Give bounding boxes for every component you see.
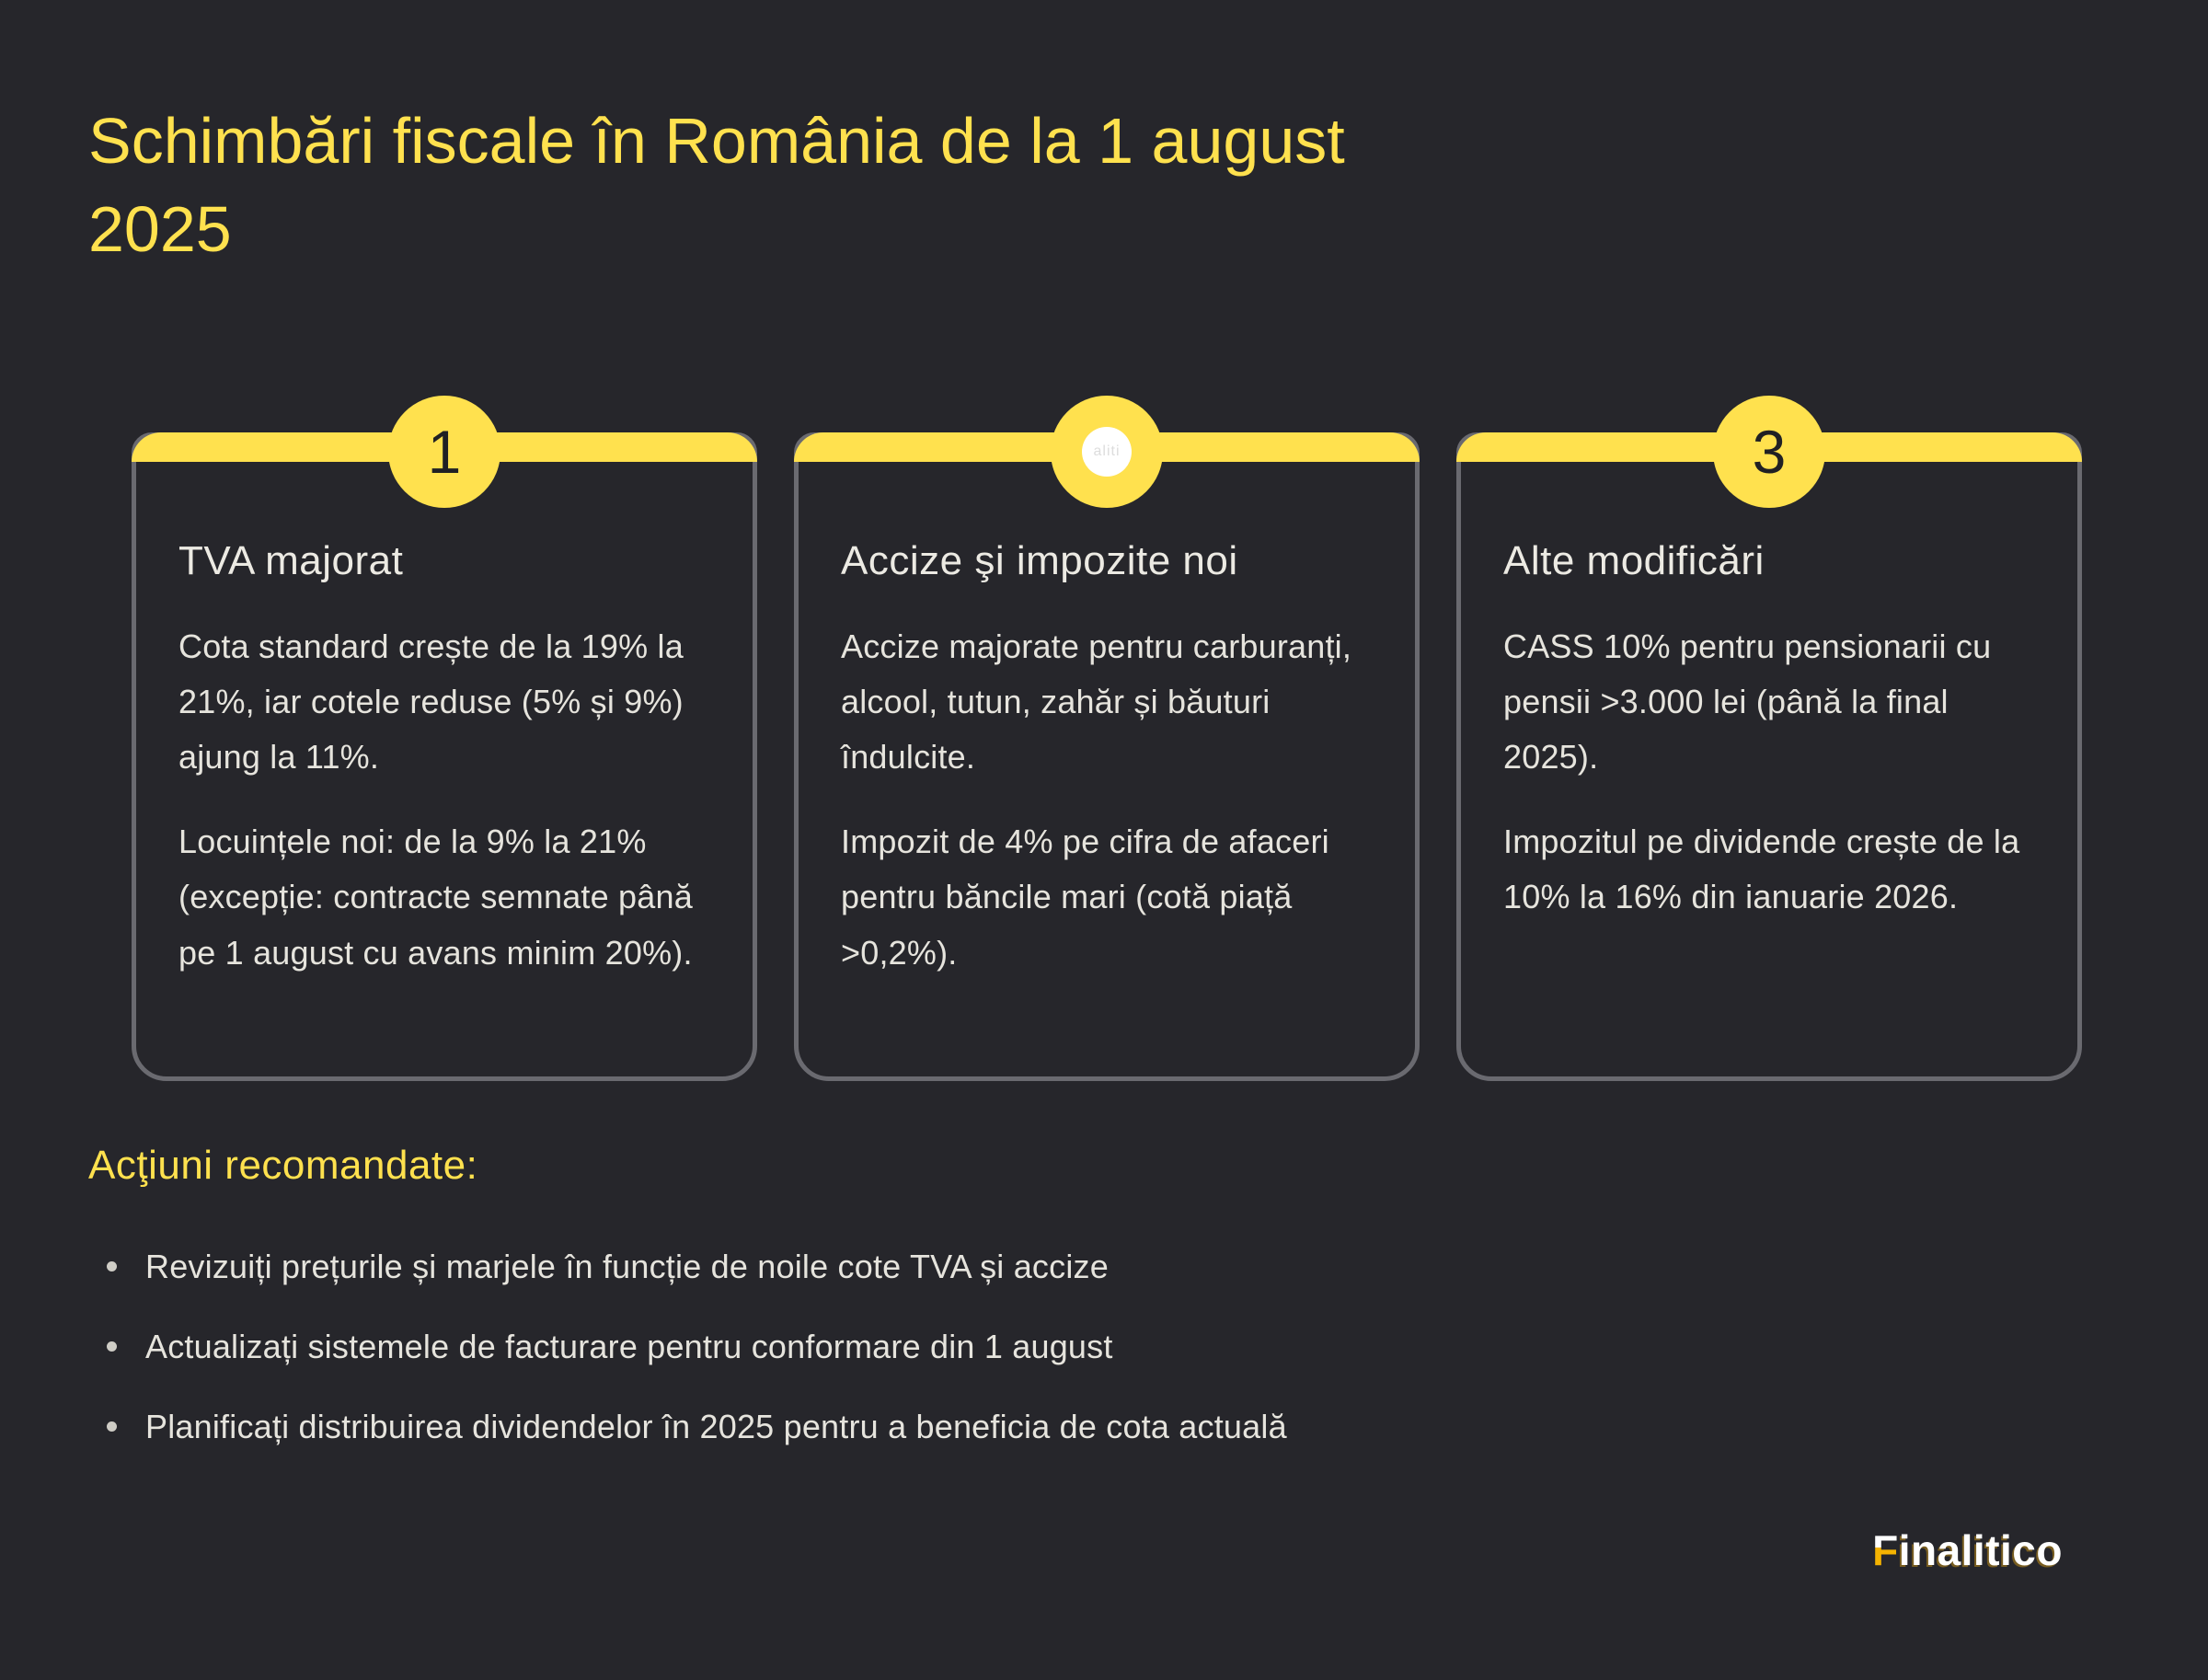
list-item — [88, 1406, 2112, 1449]
card-heading: Alte modificări — [1503, 538, 1765, 583]
card-paragraph: Accize majorate pentru carburanți, alcool, tutun, zahăr și băuturi îndulcite. — [841, 627, 1352, 777]
card-heading: TVA majorat — [178, 538, 404, 583]
watermark-text: aliti — [1093, 443, 1121, 459]
action-text: Actualizați sistemele de facturare pentru conformare din 1 august — [145, 1327, 1113, 1365]
recommended-actions-section — [88, 1143, 2112, 1485]
page-title — [88, 97, 1652, 274]
card-heading: Accize şi impozite noi — [841, 538, 1238, 583]
card-paragraph: Impozitul pe dividende crește de la 10% la 16% din ianuarie 2026. — [1503, 823, 2020, 916]
action-text: Planificați distribuirea dividendelor în 2025 pentru a beneficia de cota actuală — [145, 1407, 1287, 1445]
step-number: 3 — [1752, 418, 1787, 486]
list-item — [88, 1326, 2112, 1369]
action-text: Revizuiți prețurile și marjele în funcție de noile cote TVA și accize — [145, 1248, 1109, 1285]
card-paragraph: CASS 10% pentru pensionarii cu pensii >3.000 lei (până la final 2025). — [1503, 627, 1992, 777]
page-title-line1: Schimbări fiscale în România de la 1 august — [88, 104, 1345, 177]
bullet-dot-icon — [107, 1421, 117, 1432]
card-body — [136, 437, 753, 981]
bullet-dot-icon — [107, 1261, 117, 1272]
card-body — [1461, 437, 2077, 926]
brand-logo-text: inalitico — [1898, 1526, 2063, 1574]
step-number: 1 — [427, 418, 462, 486]
card-body — [799, 437, 1415, 981]
card-tva-majorat — [132, 418, 757, 1081]
list-item — [88, 1246, 2112, 1289]
card-paragraph: Impozit de 4% pe cifra de afaceri pentru băncile mari (cotă piață >0,2%). — [841, 823, 1329, 972]
step-number-badge — [1051, 396, 1163, 508]
step-number-badge — [1713, 396, 1825, 508]
actions-list — [88, 1246, 2112, 1448]
card-alte-modificari — [1456, 418, 2082, 1081]
card-paragraph: Locuințele noi: de la 9% la 21% (excepție: contracte semnate până pe 1 august cu avans minim 20%). — [178, 823, 693, 972]
card-accize-impozite — [794, 432, 1420, 1081]
actions-heading: Acţiuni recomandate: — [88, 1143, 478, 1188]
step-number-badge — [388, 396, 500, 508]
brand-logo — [1872, 1526, 2063, 1574]
watermark-disc-icon — [1082, 427, 1132, 477]
brand-logo-letter-f: F — [1872, 1526, 1899, 1574]
cards-row — [132, 418, 2082, 1081]
bullet-dot-icon — [107, 1341, 117, 1352]
page-title-line2: 2025 — [88, 193, 232, 266]
card-paragraph: Cota standard crește de la 19% la 21%, iar cotele reduse (5% și 9%) ajung la 11%. — [178, 627, 684, 777]
